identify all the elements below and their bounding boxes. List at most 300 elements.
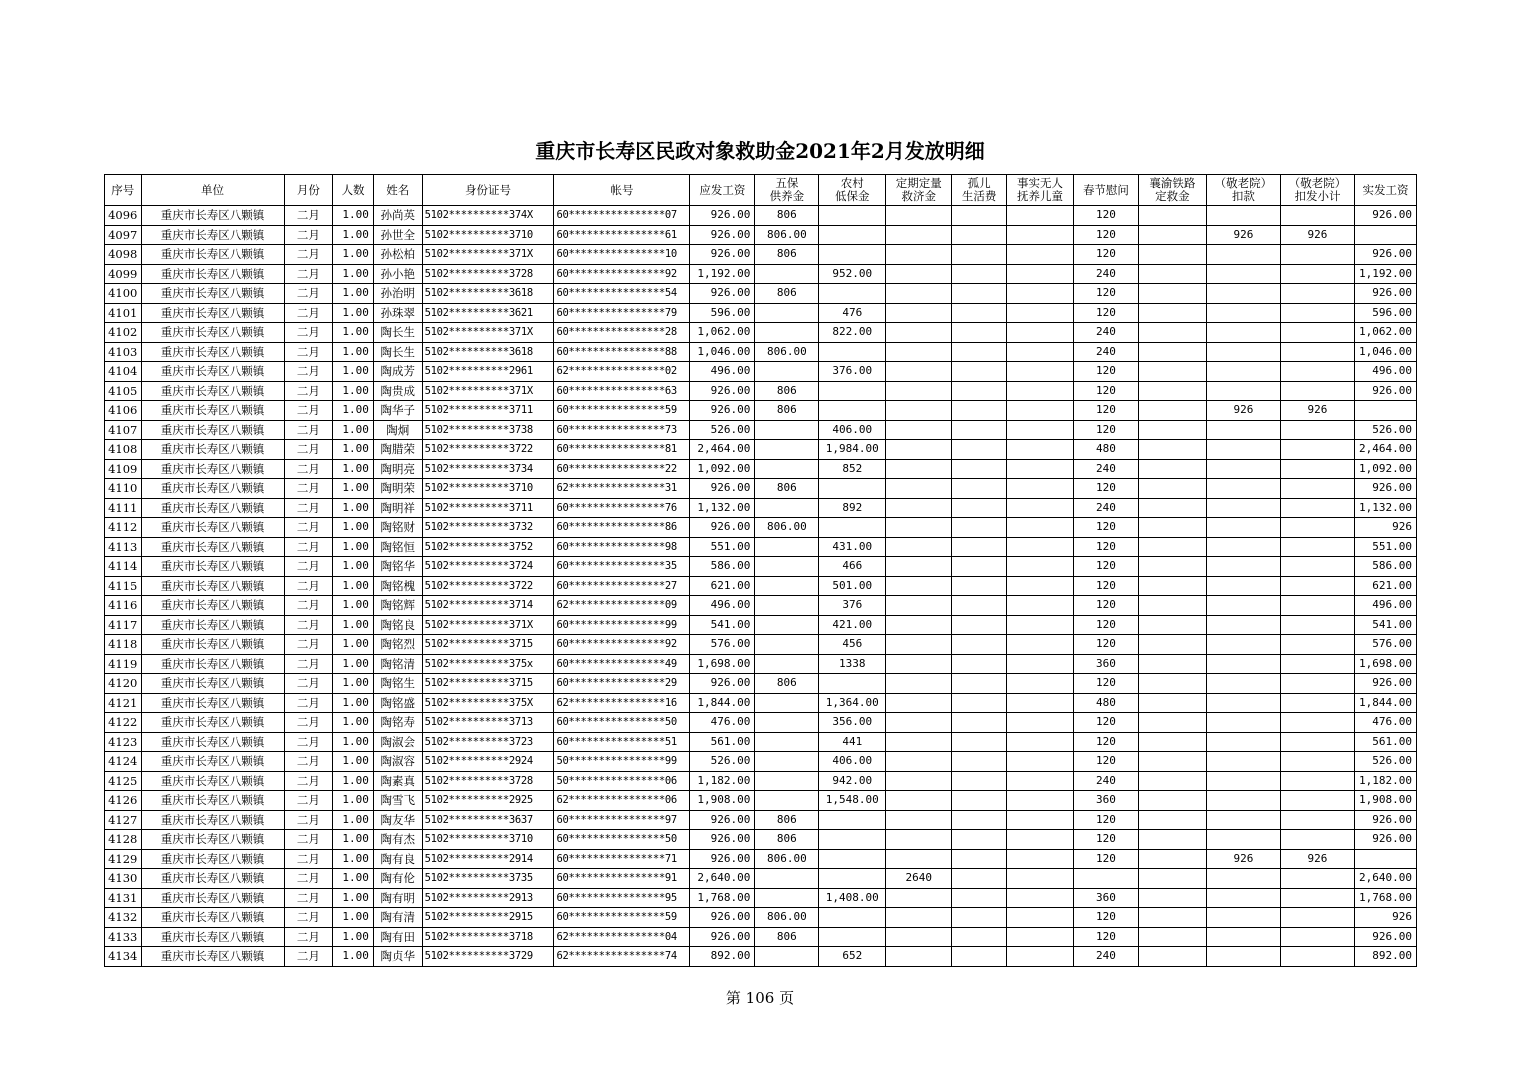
table-cell: 120 [1073,284,1138,304]
table-cell: 541.00 [1355,615,1417,635]
table-cell: 4120 [105,674,142,694]
table-cell: 240 [1073,498,1138,518]
table-cell: 陶有明 [373,888,422,908]
table-cell: 二月 [284,225,333,245]
table-cell: 60****************95 [554,888,690,908]
table-cell: 1.00 [333,713,374,733]
table-cell: 60****************51 [554,732,690,752]
table-cell [1138,537,1206,557]
table-cell: 952.00 [819,264,886,284]
table-cell: 1,062.00 [1355,323,1417,343]
table-cell [1280,537,1354,557]
table-row [105,869,1417,889]
table-cell: 551.00 [1355,537,1417,557]
table-cell [886,206,952,226]
table-cell [1138,498,1206,518]
table-row [105,245,1417,265]
table-cell: 陶有杰 [373,830,422,850]
table-cell: 1,908.00 [1355,791,1417,811]
table-cell: 892 [819,498,886,518]
table-cell [1280,869,1354,889]
table-cell [1007,440,1074,460]
table-cell [1138,362,1206,382]
table-cell [1138,264,1206,284]
table-cell: 陶铭恒 [373,537,422,557]
table-cell: 5102**********375X [422,693,554,713]
table-cell [886,245,952,265]
table-cell: 376 [819,596,886,616]
table-cell [1280,791,1354,811]
table-cell: 1,046.00 [690,342,755,362]
table-cell: 4106 [105,401,142,421]
column-header: 应发工资 [690,175,755,206]
table-cell: 陶贞华 [373,947,422,967]
table-cell [1007,615,1074,635]
table-cell [1138,674,1206,694]
column-header: 人数 [333,175,374,206]
table-cell: 陶华子 [373,401,422,421]
table-cell: 526.00 [690,420,755,440]
table-cell: 二月 [284,537,333,557]
table-cell [952,537,1007,557]
table-cell: 4114 [105,557,142,577]
table-row [105,557,1417,577]
table-cell [952,245,1007,265]
table-row [105,713,1417,733]
table-cell: 1.00 [333,810,374,830]
table-cell: 926.00 [690,849,755,869]
table-cell: 二月 [284,206,333,226]
table-cell [1138,947,1206,967]
table-cell [952,635,1007,655]
table-cell: 二月 [284,440,333,460]
table-cell: 二月 [284,771,333,791]
table-cell: 942.00 [819,771,886,791]
table-cell: 1.00 [333,908,374,928]
table-cell: 陶成芳 [373,362,422,382]
table-cell: 5102**********3710 [422,225,554,245]
table-cell: 806 [755,206,819,226]
table-cell: 5102**********2913 [422,888,554,908]
table-cell [1355,849,1417,869]
table-cell: 4116 [105,596,142,616]
table-cell [952,830,1007,850]
table-cell [952,303,1007,323]
table-cell [1280,596,1354,616]
table-cell: 重庆市长寿区八颗镇 [141,810,284,830]
table-cell [755,654,819,674]
table-cell: 926.00 [690,381,755,401]
table-cell: 360 [1073,791,1138,811]
table-cell: 1,092.00 [1355,459,1417,479]
table-cell: 1.00 [333,791,374,811]
table-cell [819,810,886,830]
table-cell: 重庆市长寿区八颗镇 [141,791,284,811]
table-cell [886,557,952,577]
table-cell: 5102**********3715 [422,635,554,655]
column-header: 序号 [105,175,142,206]
table-cell [1206,771,1280,791]
table-cell [1206,245,1280,265]
table-cell [952,225,1007,245]
table-cell: 1,192.00 [690,264,755,284]
table-cell [1007,420,1074,440]
table-cell [819,225,886,245]
table-cell: 4127 [105,810,142,830]
table-cell: 1,768.00 [690,888,755,908]
table-cell: 二月 [284,284,333,304]
table-cell [755,947,819,967]
table-cell: 陶有伦 [373,869,422,889]
table-cell [952,401,1007,421]
table-cell: 重庆市长寿区八颗镇 [141,323,284,343]
table-cell: 重庆市长寿区八颗镇 [141,947,284,967]
table-cell: 二月 [284,518,333,538]
table-cell: 926.00 [690,830,755,850]
table-cell: 240 [1073,342,1138,362]
table-cell: 1,132.00 [1355,498,1417,518]
table-cell: 重庆市长寿区八颗镇 [141,869,284,889]
table-cell [886,303,952,323]
table-cell [1280,635,1354,655]
table-cell: 重庆市长寿区八颗镇 [141,284,284,304]
table-cell [886,849,952,869]
table-cell: 4111 [105,498,142,518]
table-cell: 60****************49 [554,654,690,674]
table-cell: 50****************06 [554,771,690,791]
table-cell [819,206,886,226]
table-cell: 806 [755,381,819,401]
table-cell: 240 [1073,771,1138,791]
table-cell: 1.00 [333,459,374,479]
table-cell: 二月 [284,888,333,908]
table-cell: 2,640.00 [1355,869,1417,889]
table-cell: 4104 [105,362,142,382]
table-cell [1138,459,1206,479]
table-cell: 4108 [105,440,142,460]
table-cell: 陶炯 [373,420,422,440]
table-cell [1138,284,1206,304]
table-cell: 重庆市长寿区八颗镇 [141,225,284,245]
table-row [105,849,1417,869]
table-cell: 806 [755,245,819,265]
table-cell: 806 [755,401,819,421]
table-row [105,635,1417,655]
table-cell: 1.00 [333,654,374,674]
table-cell: 120 [1073,615,1138,635]
table-cell: 441 [819,732,886,752]
table-cell [886,342,952,362]
table-row [105,323,1417,343]
table-cell: 926.00 [1355,674,1417,694]
table-cell: 4099 [105,264,142,284]
table-cell: 60****************28 [554,323,690,343]
table-cell: 二月 [284,420,333,440]
table-row [105,518,1417,538]
table-cell [819,830,886,850]
table-cell: 二月 [284,479,333,499]
table-row [105,459,1417,479]
table-cell: 4117 [105,615,142,635]
table-cell: 926 [1206,225,1280,245]
table-cell [1007,264,1074,284]
table-cell [1138,225,1206,245]
table-cell [952,557,1007,577]
table-cell: 陶明祥 [373,498,422,518]
table-cell [952,576,1007,596]
table-cell: 240 [1073,264,1138,284]
table-cell: 60****************81 [554,440,690,460]
table-cell [886,381,952,401]
table-cell [886,810,952,830]
table-cell: 5102**********3735 [422,869,554,889]
table-cell [886,518,952,538]
table-cell [1206,557,1280,577]
table-cell: 5102**********2915 [422,908,554,928]
table-cell [1280,381,1354,401]
table-cell [1206,576,1280,596]
table-cell [755,498,819,518]
table-cell: 496.00 [690,596,755,616]
table-cell: 120 [1073,362,1138,382]
table-cell: 陶友华 [373,810,422,830]
table-cell: 4121 [105,693,142,713]
table-cell: 806 [755,810,819,830]
table-cell: 重庆市长寿区八颗镇 [141,713,284,733]
table-cell [1280,830,1354,850]
table-cell [1007,381,1074,401]
table-cell [886,537,952,557]
table-cell [755,713,819,733]
table-cell [1206,947,1280,967]
table-cell: 1.00 [333,771,374,791]
table-cell: 561.00 [1355,732,1417,752]
table-row [105,674,1417,694]
table-cell: 1.00 [333,869,374,889]
table-cell: 926.00 [1355,245,1417,265]
table-cell: 926 [1355,908,1417,928]
table-cell [1206,752,1280,772]
table-row [105,498,1417,518]
table-cell [1138,771,1206,791]
table-cell [1280,654,1354,674]
table-cell: 60****************92 [554,635,690,655]
table-cell: 501.00 [819,576,886,596]
table-cell [1280,927,1354,947]
table-cell: 926.00 [690,674,755,694]
table-cell [1138,927,1206,947]
table-cell: 5102**********3618 [422,342,554,362]
table-cell: 526.00 [690,752,755,772]
table-cell: 重庆市长寿区八颗镇 [141,206,284,226]
table-cell: 5102**********3722 [422,440,554,460]
table-cell: 586.00 [690,557,755,577]
table-cell [952,869,1007,889]
table-cell: 二月 [284,245,333,265]
table-cell: 1.00 [333,323,374,343]
table-cell [952,459,1007,479]
table-cell: 1.00 [333,264,374,284]
table-cell [1007,654,1074,674]
table-cell: 120 [1073,557,1138,577]
table-cell: 4118 [105,635,142,655]
table-row [105,791,1417,811]
table-cell [755,596,819,616]
table-cell [1007,791,1074,811]
table-cell: 二月 [284,947,333,967]
table-cell: 60****************07 [554,206,690,226]
table-cell [1206,362,1280,382]
table-cell: 476.00 [1355,713,1417,733]
table-cell: 120 [1073,713,1138,733]
table-cell [1007,596,1074,616]
table-cell: 二月 [284,908,333,928]
table-cell [1138,420,1206,440]
table-cell: 926.00 [690,225,755,245]
table-header-row [105,175,1417,206]
table-cell: 60****************63 [554,381,690,401]
table-cell: 926.00 [1355,479,1417,499]
table-cell: 陶淑会 [373,732,422,752]
table-cell: 1.00 [333,830,374,850]
table-cell: 5102**********3729 [422,947,554,967]
table-cell [952,206,1007,226]
table-cell [952,596,1007,616]
table-cell [1206,615,1280,635]
table-cell: 926.00 [1355,284,1417,304]
table-cell [1007,635,1074,655]
table-cell: 二月 [284,752,333,772]
table-cell [1007,908,1074,928]
table-cell: 重庆市长寿区八颗镇 [141,732,284,752]
table-cell: 陶铭清 [373,654,422,674]
table-cell [1073,869,1138,889]
table-cell: 806 [755,927,819,947]
table-cell [886,576,952,596]
table-cell: 1.00 [333,518,374,538]
table-row [105,440,1417,460]
table-cell: 重庆市长寿区八颗镇 [141,459,284,479]
table-cell: 1338 [819,654,886,674]
relief-fund-table [104,174,1417,967]
table-cell: 4126 [105,791,142,811]
table-cell: 1,132.00 [690,498,755,518]
table-cell [819,849,886,869]
table-cell [1280,498,1354,518]
table-cell: 806 [755,284,819,304]
table-cell [1138,303,1206,323]
table-cell: 60****************91 [554,869,690,889]
table-cell: 120 [1073,752,1138,772]
table-cell: 621.00 [690,576,755,596]
table-cell [1138,869,1206,889]
table-cell: 二月 [284,635,333,655]
table-cell [1206,206,1280,226]
table-cell: 5102**********3710 [422,830,554,850]
table-cell: 重庆市长寿区八颗镇 [141,576,284,596]
table-cell [952,888,1007,908]
table-cell: 5102**********3637 [422,810,554,830]
column-header: 月份 [284,175,333,206]
table-cell [1206,459,1280,479]
table-cell [1007,498,1074,518]
column-header: 襄渝铁路 定救金 [1138,175,1206,206]
table-cell: 二月 [284,264,333,284]
table-cell: 重庆市长寿区八颗镇 [141,888,284,908]
table-cell: 926 [1206,401,1280,421]
table-cell: 5102**********2961 [422,362,554,382]
table-cell: 120 [1073,479,1138,499]
table-cell: 1.00 [333,381,374,401]
table-cell: 1,698.00 [1355,654,1417,674]
table-cell: 480 [1073,693,1138,713]
table-cell: 二月 [284,615,333,635]
column-header: 实发工资 [1355,175,1417,206]
table-cell: 496.00 [690,362,755,382]
table-cell: 60****************76 [554,498,690,518]
table-cell: 4098 [105,245,142,265]
table-cell [1206,635,1280,655]
table-cell: 二月 [284,927,333,947]
table-cell [886,888,952,908]
table-cell: 526.00 [1355,420,1417,440]
table-cell [886,732,952,752]
table-cell [1206,303,1280,323]
table-cell: 二月 [284,576,333,596]
table-cell [1007,888,1074,908]
table-cell: 1,182.00 [690,771,755,791]
table-cell: 重庆市长寿区八颗镇 [141,342,284,362]
table-cell [1138,752,1206,772]
table-cell [1007,693,1074,713]
table-cell: 926.00 [690,479,755,499]
table-cell [819,284,886,304]
table-cell: 2,464.00 [1355,440,1417,460]
table-cell: 2640 [886,869,952,889]
table-cell: 重庆市长寿区八颗镇 [141,420,284,440]
table-cell [1138,810,1206,830]
table-row [105,908,1417,928]
table-cell: 360 [1073,888,1138,908]
table-cell: 5102**********371X [422,381,554,401]
table-cell: 5102**********3752 [422,537,554,557]
table-cell: 806.00 [755,342,819,362]
table-cell: 62****************31 [554,479,690,499]
table-cell: 60****************29 [554,674,690,694]
table-cell: 926 [1206,849,1280,869]
table-cell: 二月 [284,830,333,850]
table-cell [1138,888,1206,908]
table-cell: 二月 [284,401,333,421]
table-cell: 60****************10 [554,245,690,265]
table-cell [1007,674,1074,694]
table-cell [819,518,886,538]
table-cell: 526.00 [1355,752,1417,772]
table-cell: 1.00 [333,537,374,557]
table-cell: 60****************50 [554,830,690,850]
table-cell [1007,401,1074,421]
table-cell [1280,459,1354,479]
table-cell: 1.00 [333,284,374,304]
table-cell: 586.00 [1355,557,1417,577]
table-cell: 4129 [105,849,142,869]
table-cell [755,635,819,655]
table-cell [886,927,952,947]
table-cell: 2,640.00 [690,869,755,889]
table-cell: 1.00 [333,206,374,226]
table-cell: 二月 [284,342,333,362]
table-cell: 陶明荣 [373,479,422,499]
